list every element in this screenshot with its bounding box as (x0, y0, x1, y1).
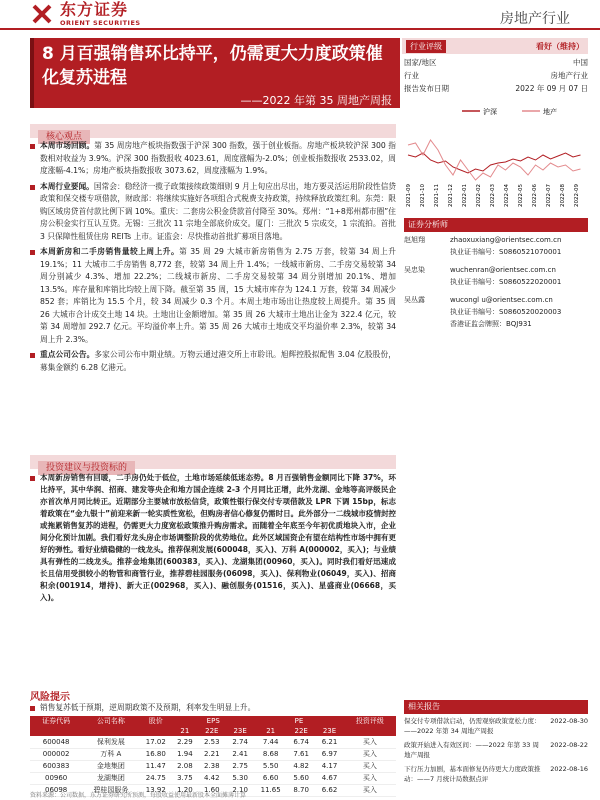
info-row (404, 69, 588, 82)
industry-label: 房地产行业 (500, 11, 570, 27)
logo-icon (30, 2, 54, 26)
table-cell: 碧桂园服务 (82, 784, 139, 796)
x-tick-label: 2022-04 (504, 184, 510, 207)
table-cell: 2.08 (172, 760, 197, 772)
table-cell: 1.20 (172, 784, 197, 796)
table-cell: 4.67 (315, 772, 343, 784)
table-cell: 600048 (30, 736, 82, 748)
table-cell: 6.74 (287, 736, 315, 748)
table-cell: 7.61 (287, 748, 315, 760)
logo-cn: 东方证券 (60, 0, 129, 19)
x-tick-label: 2021-12 (448, 184, 454, 207)
legend-label: 地产 (543, 108, 557, 116)
info-row (404, 56, 588, 69)
table-cell: 2.53 (198, 736, 226, 748)
x-tick-label: 2022-06 (532, 184, 538, 207)
table-subheader-row (30, 726, 396, 736)
table-cell: 06098 (30, 784, 82, 796)
para-text: 多家公司公布中期业绩。万物云通过港交所上市聆讯。旭辉控股拟配售 3.04 亿股股份，募集金额约 6.28 亿港元。 (40, 350, 396, 372)
x-tick-label: 2022-01 (462, 184, 468, 207)
analyst-name: 赵旭翔 (404, 236, 425, 244)
series-line (408, 153, 581, 173)
th: 公司名称 (82, 716, 139, 726)
info-value: 中国 (573, 58, 588, 67)
analyst-cert: 执业证书编号：S0860522020001 (450, 278, 562, 286)
th: 投资评级 (344, 716, 396, 726)
section-core-label: 核心观点 (38, 130, 90, 144)
analyst-email: zhaoxuxiang@orientsec.com.cn (450, 236, 562, 244)
table-cell: 24.75 (139, 772, 172, 784)
table-cell: 买入 (344, 748, 396, 760)
report-title: 8 月百强销售环比持平，仍需更大力度政策催化复苏进程 (42, 44, 383, 88)
table-cell: 11.47 (139, 760, 172, 772)
table-cell: 2.75 (226, 760, 254, 772)
related-title[interactable]: 政策开始进入有效区间：——2022 年第 33 周地产周报 (404, 741, 540, 759)
index-chart (402, 105, 588, 210)
logo-en: ORIENT SECURITIES (60, 19, 141, 27)
info-key: 国家/地区 (404, 58, 437, 67)
th: 22E (198, 726, 226, 736)
table-cell: 8.68 (254, 748, 287, 760)
table-cell: 保利发展 (82, 736, 139, 748)
analyst-cert: 执业证书编号：S0860520020003 (450, 308, 562, 316)
table-cell: 买入 (344, 736, 396, 748)
table-cell: 4.42 (198, 772, 226, 784)
analyst-cert: 执业证书编号：S0860521070001 (450, 248, 562, 256)
related-date: 2022-08-16 (550, 765, 588, 773)
core-para (30, 140, 396, 178)
related-date: 2022-08-30 (550, 717, 588, 725)
advice-body (30, 472, 396, 607)
series-line (408, 140, 581, 180)
x-tick-label: 2021-11 (434, 184, 440, 207)
para-text: 国常会：稳经济一揽子政策接续政策细则 9 月上旬应出尽出，地方要灵活运用阶段性信贷政策和保交楼专项借款，财政部：将继续实施好各项组合式税费支持政策，持续释放政策红利。东莞：限购区域房贷首付款比例下调 10%。重庆：二套房公积金贷款首付降至 30%。郑州：“1+8郑州都市圈”住房公积金实行互认互贷。无锡：三批次 11 宗地全部底价成交。厦门：三批次 5 宗成交，1 宗流拍。首批 3 只保障性租赁住房 REITs 上市。证监会：尽快推动首批扩募项目落地。 (40, 181, 396, 241)
table-cell: 1.60 (198, 784, 226, 796)
risk-text: 销售复苏低于预期，逆周期政策不及预期，利率发生明显上升。 (30, 702, 396, 713)
report-subtitle: ——2022 年第 35 周地产周报 (240, 94, 392, 107)
table-cell: 2.41 (226, 748, 254, 760)
x-tick-label: 2022-02 (476, 184, 482, 207)
table-cell: 13.92 (139, 784, 172, 796)
analyst-license: 香港证监会牌照：BQJ931 (450, 320, 532, 328)
x-tick-label: 2021-09 (406, 184, 412, 207)
related-date: 2022-08-22 (550, 741, 588, 749)
table-cell: 万科 A (82, 748, 139, 760)
x-tick-label: 2022-09 (574, 184, 580, 207)
table-cell: 金地集团 (82, 760, 139, 772)
info-row (404, 82, 588, 95)
risk-title: 风险提示 (30, 692, 70, 703)
th: 23E (315, 726, 343, 736)
table-cell: 4.82 (287, 760, 315, 772)
th: 股价 (139, 716, 172, 726)
table-cell: 1.94 (172, 748, 197, 760)
analyst-email: wucongl u@orientsec.com.cn (450, 296, 553, 304)
info-table (404, 56, 588, 95)
table-cell: 买入 (344, 760, 396, 772)
th: 21 (172, 726, 197, 736)
related-head: 相关报告 (404, 700, 588, 714)
analysts-head: 证券分析师 (404, 218, 588, 232)
table-cell: 2.29 (172, 736, 197, 748)
x-tick-label: 2022-05 (518, 184, 524, 207)
section-core (30, 124, 396, 142)
related-title[interactable]: 保交付专项借款启动，仍需观察政策宽松力度：——2022 年第 34 周地产周报 (404, 717, 541, 735)
x-tick-label: 2021-10 (420, 184, 426, 207)
x-tick-label: 2022-03 (490, 184, 496, 207)
analysts (404, 234, 588, 330)
related-item[interactable] (404, 764, 588, 784)
table-row (30, 736, 396, 748)
table-cell: 11.65 (254, 784, 287, 796)
section-advice-label: 投资建议与投资标的 (38, 461, 135, 475)
rating-value: 看好（维持） (536, 41, 584, 51)
table-cell: 买入 (344, 772, 396, 784)
table-cell: 2.10 (226, 784, 254, 796)
advice-para: 本周新房销售有回暖，二手房仍处于低位，土地市场延续低迷态势。8 月百强销售金额同比下降 37%，环比持平，其中华润、招商、建发等央企和地方国企连续 2-3 个月同比正增，此外龙湖、金地等高评级民企亦首次单月同比转正。近期部分主要城市放松信贷，政策性银行保交付专项借款及 LPR 下调 15bp，标志着政策在“金九银十”前迎来新一轮实质性宽松，但购房者信心修复仍需时日。此外部分一二线城市疫情封控或拖累销售复苏的进程，仍需更大力度宽松政策推升购房需求。而随着全年底至今年初优质地块入市，企业间分化预计加剧。我们看好龙头房企市场调整阶段的优势地位。此外区域国资企有望在结构性市场中拥有更好的弹性。看好业绩稳健的一线龙头。推荐保利发展(600048，买入)、万科 A(000002，买入)；与业绩具有弹性的二线龙头。推荐金地集团(600383，买入)、龙湖集团(00960，买入)。同时我们看好迅速成长且信用受损较小的物管和商管行业，推荐碧桂园服务(06098，买入)、保利物业(06049，买入)、招商积余(001914，增持)、新大正(002968，买入)、融创服务(01516，买入)、星盛商业(06668，买入)。 (30, 472, 396, 604)
table-cell: 6.60 (254, 772, 287, 784)
para-lead: 本周新房和二手房销售量较上周上升。 (40, 247, 180, 256)
rating-bar (402, 38, 588, 54)
analyst-name: 吴丛露 (404, 296, 425, 304)
legend-label: 沪深 (483, 108, 497, 116)
table-header-row (30, 716, 396, 726)
footnote: 资料来源：公司数据，东方证券研究所预测，每股收益使用最新股本全面摊薄计算 (30, 792, 247, 799)
table-cell: 600383 (30, 760, 82, 772)
table-row (30, 760, 396, 772)
title-block (30, 38, 400, 108)
th: 23E (226, 726, 254, 736)
x-tick-label: 2022-07 (546, 184, 552, 207)
para-lead: 本周市场回顾。 (40, 141, 95, 150)
th: PE (254, 716, 343, 726)
core-para (30, 246, 396, 346)
info-key: 行业 (404, 71, 419, 80)
table-cell: 000002 (30, 748, 82, 760)
table-cell: 6.62 (315, 784, 343, 796)
table-cell: 买入 (344, 784, 396, 796)
x-tick-label: 2022-08 (560, 184, 566, 207)
related-item[interactable] (404, 740, 588, 760)
analyst-email: wuchenran@orientsec.com.cn (450, 266, 556, 274)
risk-body (30, 702, 396, 716)
table-cell: 6.97 (315, 748, 343, 760)
core-body (30, 140, 396, 377)
table-cell: 4.17 (315, 760, 343, 772)
para-lead: 本周行业要闻。 (40, 181, 94, 191)
th: 证券代码 (30, 716, 82, 726)
table-cell: 5.60 (287, 772, 315, 784)
table-cell: 2.21 (198, 748, 226, 760)
related-list (404, 716, 588, 788)
logo (30, 2, 141, 27)
table-cell: 6.21 (315, 736, 343, 748)
info-value: 2022 年 09 月 07 日 (515, 84, 588, 93)
section-advice (30, 455, 396, 473)
table-cell: 5.50 (254, 760, 287, 772)
rating-tag: 行业评级 (406, 40, 446, 53)
top-bar (0, 0, 600, 30)
table-cell: 00960 (30, 772, 82, 784)
table-row (30, 748, 396, 760)
table-cell: 2.38 (198, 760, 226, 772)
core-para (30, 349, 396, 374)
th: EPS (172, 716, 254, 726)
analyst-name: 吴忠染 (404, 266, 425, 274)
table-row (30, 772, 396, 784)
table-cell: 5.30 (226, 772, 254, 784)
core-para (30, 181, 396, 244)
table-cell: 7.44 (254, 736, 287, 748)
table-cell: 16.80 (139, 748, 172, 760)
info-value: 房地产行业 (550, 71, 588, 80)
table-cell: 2.74 (226, 736, 254, 748)
table-cell: 8.70 (287, 784, 315, 796)
related-item[interactable] (404, 716, 588, 736)
stock-table (30, 716, 396, 797)
th: 22E (287, 726, 315, 736)
para-lead: 重点公司公告。 (40, 350, 95, 359)
para-text: 第 35 周房地产板块指数强于沪深 300 指数，强于创业板指。房地产板块较沪深 300 指数相对收益为 3.9%。沪深 300 指数报收 4023.61，周度涨幅为-2.0%；创业板指数报收 2533.02，周度涨幅-4.1%；房地产板块指数报收 3073.62，周度涨幅为 1.9%。 (40, 141, 396, 175)
info-key: 报告发布日期 (404, 84, 449, 93)
related-title[interactable]: 下行压力加剧，基本面修复仍待更大力度政策推动：——7 月统计局数据点评 (404, 765, 541, 783)
table-cell: 3.75 (172, 772, 197, 784)
table-cell: 龙湖集团 (82, 772, 139, 784)
para-text: 第 35 周 29 大城市新房销售为 2.75 万套，较第 34 周上升 19.1%；11 大城市二手房销售 8,772 套，较第 34 周上升 1.4%；一线城市新房、二手房交易较第 34 周分别减少 4.3%、增加 22.2%；二线城市新房、二手房交易较第 34 周分别增加 20.1%、增加 13.5%。库存量和库销比均较上周下降。截至第 35 周，15 大城市库存为 124.1 万套，较第 34 周减少 852 套；库销比为 15.5 个月，较 34 周减少 0.3 个月。本周土地市场出让热度较上周提升。第 35 周 26 大城市合计成交土地 14 块。土地出让金额增加。第 35 周 26 大城市土地出让金为 322.4 亿元，较第 34 周增加 292.7 亿元。平均溢价率上升。第 35 周 26 大城市土地成交平均溢价率 2.3%，较第 34 周上升 2.3%。 (40, 247, 396, 344)
th: 21 (254, 726, 287, 736)
table-cell: 17.02 (139, 736, 172, 748)
